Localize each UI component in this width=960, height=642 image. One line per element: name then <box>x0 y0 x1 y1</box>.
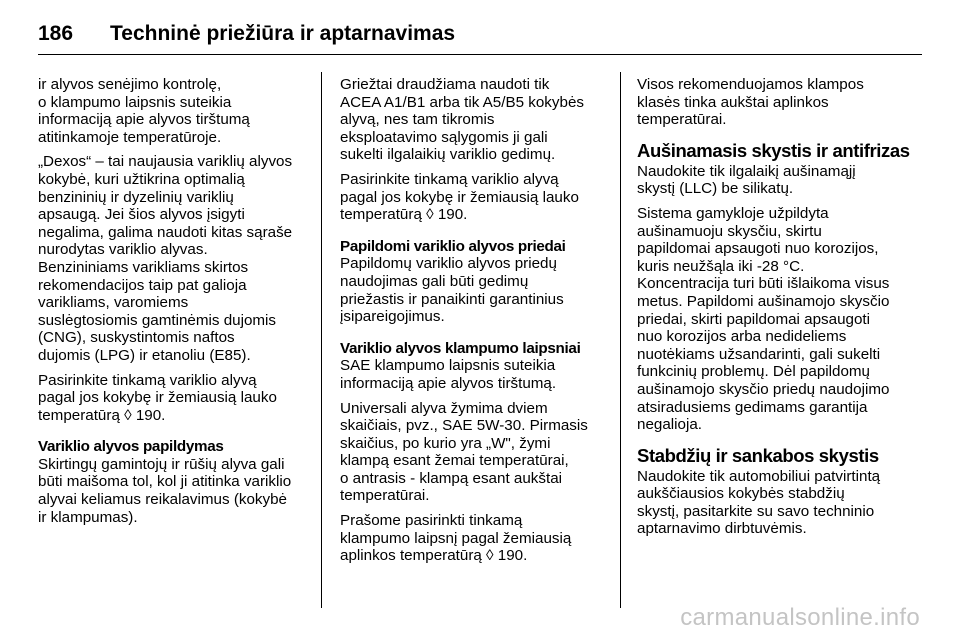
column-divider <box>620 72 621 608</box>
paragraph: Visos rekomenduojamos klampos klasės tinka aukštai aplinkos temperatūrai. <box>637 76 864 129</box>
watermark: carmanualsonline.info <box>680 604 920 631</box>
paragraph: Naudokite tik ilgalaikį aušinamąjį skystį (LLC) be silikatų. <box>637 162 856 198</box>
paragraph: ir alyvos senėjimo kontrolę, o klampumo laipsnis suteikia informaciją apie alyvos tirštumą atitinkamoje temperatūroje. <box>38 76 250 146</box>
column-middle <box>340 76 608 572</box>
page-title: Techninė priežiūra ir aptarnavimas <box>110 22 456 45</box>
section-heading: Aušinamasis skystis ir antifrizas <box>637 139 910 161</box>
paragraph: Sistema gamykloje užpildyta aušinamuoju skysčiu, skirtu papildomai apsaugoti nuo korozijos, kuris neužšąla iki -28 °C. Koncentracija turi būti išlaikoma visus metus. Papildomi aušinamojo skysčio priedai, skirti papildomai apsaugoti nuo korozijos arba nedideliems nuotėkiams užsandarinti, gali sukelti funkcinių problemų. Dėl papildomų aušinamojo skysčio priedų naudojimo atsiradusiems gedimams garantija negalioja. <box>637 204 890 434</box>
paragraph: Prašome pasirinkti tinkamą klampumo laipsnį pagal žemiausią aplinkos temperatūrą ◊ 190. <box>340 512 572 565</box>
paragraph: Skirtingų gamintojų ir rūšių alyva gali būti maišoma tol, kol ji atitinka variklio alyvai keliamus reikalavimus (kokybė ir klampumas). <box>38 455 292 526</box>
section-heading: Papildomi variklio alyvos priedai <box>340 237 566 255</box>
paragraph: „Dexos“ – tai naujausia variklių alyvos kokybė, kuri užtikrina optimalią benzininių ir dyzelinių variklių apsaugą. Jei šios alyvos įsigyti negalima, galima naudoti kitas sąraše nurodytas variklio alyvas. Benzininiams varikliams skirtos rekomendacijos taip pat galioja varikliams, varomiems suslėgtosiomis gamtinėmis dujomis (CNG), suskystintomis naftos dujomis (LPG) ir etanoliu (E85). <box>38 153 293 364</box>
column-right <box>637 76 923 545</box>
section-heading: Stabdžių ir sankabos skystis <box>637 444 879 466</box>
paragraph: Pasirinkite tinkamą variklio alyvą pagal jos kokybę ir žemiausią lauko temperatūrą ◊ 190. <box>38 371 277 424</box>
page-header <box>38 14 922 55</box>
paragraph: Universali alyva žymima dviem skaičiais, pvz., SAE 5W-30. Pirmasis skaičius, po kurio yra „W", žymi klampą esant žemai temperatūrai, o antrasis - klampą esant aukštai temperatūrai. <box>340 399 588 505</box>
section-heading: Variklio alyvos papildymas <box>38 438 224 456</box>
paragraph: Pasirinkite tinkamą variklio alyvą pagal jos kokybę ir žemiausią lauko temperatūrą ◊ 190. <box>340 170 579 224</box>
section-heading: Variklio alyvos klampumo laipsniai <box>340 339 581 357</box>
paragraph: Naudokite tik automobiliui patvirtintą aukščiausios kokybės stabdžių skystį, pasitarkite su savo techninio aptarnavimo dirbtuvėmis. <box>637 467 881 538</box>
page-number: 186 <box>38 22 74 45</box>
paragraph: Griežtai draudžiama naudoti tik ACEA A1/B1 arba tik A5/B5 kokybės alyvą, nes tam tikromis eksploatavimo sąlygomis ji gali sukelti ilgalaikių variklio gedimų. <box>340 76 584 164</box>
paragraph: SAE klampumo laipsnis suteikia informaciją apie alyvos tirštumą. <box>340 357 557 392</box>
paragraph: Papildomų variklio alyvos priedų naudojimas gali būti gedimų priežastis ir panaikinti garantinius įsipareigojimus. <box>340 255 564 326</box>
column-left <box>38 76 306 533</box>
column-divider <box>321 72 322 608</box>
